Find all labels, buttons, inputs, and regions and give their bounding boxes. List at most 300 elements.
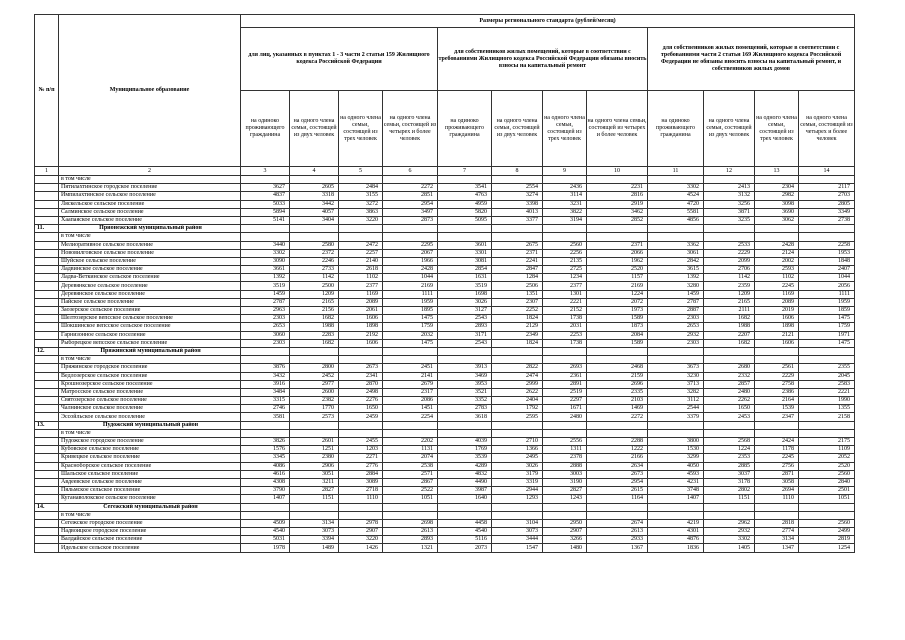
value-cell: 2871 [755, 470, 799, 478]
value-cell: 3462 [587, 208, 648, 216]
value-cell: 1224 [587, 290, 648, 298]
section-row [35, 421, 855, 429]
value-cell: 3134 [755, 536, 799, 544]
value-cell: 2380 [290, 454, 339, 462]
value-cell: 2386 [755, 388, 799, 396]
municipality-name: Ладвинское сельское поселение [59, 266, 241, 274]
value-cell: 1606 [755, 315, 799, 323]
municipality-name: Рыборецкое вепсское сельское поселение [59, 339, 241, 347]
value-cell: 2674 [587, 519, 648, 527]
value-cell: 1301 [543, 290, 587, 298]
header-subcol: на одного члена семьи, состоящей из трех человек [339, 91, 383, 167]
value-cell: 2520 [799, 462, 855, 470]
municipality-name: Ладва-Веткинское сельское поселение [59, 274, 241, 282]
district-name: Сегежский муниципальный район [59, 503, 241, 511]
value-cell: 1990 [799, 397, 855, 405]
section-row [35, 225, 855, 233]
municipality-name: Хаапаяское сельское поселение [59, 216, 241, 224]
row-number [35, 192, 59, 200]
value-cell: 1475 [383, 315, 438, 323]
value-cell: 2725 [543, 266, 587, 274]
value-cell: 2698 [383, 519, 438, 527]
value-cell: 2556 [543, 438, 587, 446]
value-cell: 3051 [290, 470, 339, 478]
table-row [35, 528, 855, 536]
table-row [35, 282, 855, 290]
value-cell [648, 356, 704, 364]
value-cell: 1962 [587, 257, 648, 265]
value-cell: 2262 [704, 397, 755, 405]
value-cell: 2283 [290, 331, 339, 339]
value-cell: 1824 [492, 339, 543, 347]
value-cell [383, 347, 438, 355]
value-cell: 2086 [383, 397, 438, 405]
value-cell: 1836 [648, 544, 704, 552]
value-cell: 2962 [704, 519, 755, 527]
value-cell [339, 511, 383, 519]
value-cell: 4231 [648, 478, 704, 486]
value-cell: 3601 [438, 241, 492, 249]
value-cell: 2710 [492, 438, 543, 446]
header-subcol: на одного члена семьи, состоящей из четырех и более человек [587, 91, 648, 167]
value-cell: 4039 [438, 438, 492, 446]
value-cell [383, 356, 438, 364]
value-cell: 2404 [492, 397, 543, 405]
value-cell: 2519 [543, 388, 587, 396]
value-cell [290, 356, 339, 364]
value-cell [438, 347, 492, 355]
table-row [35, 413, 855, 421]
value-cell: 3539 [438, 454, 492, 462]
value-cell: 3627 [241, 184, 290, 192]
value-cell: 3913 [438, 364, 492, 372]
value-cell: 1169 [339, 290, 383, 298]
municipality-name: Сегежское городское поселение [59, 519, 241, 527]
document-sheet [34, 14, 855, 553]
value-cell: 2816 [587, 192, 648, 200]
value-cell: 1682 [290, 315, 339, 323]
value-cell: 1671 [543, 405, 587, 413]
value-cell: 2758 [755, 380, 799, 388]
value-cell: 1576 [241, 446, 290, 454]
municipality-name: Пудожское городское поселение [59, 438, 241, 446]
value-cell [704, 421, 755, 429]
value-cell: 2372 [290, 249, 339, 257]
value-cell: 1355 [799, 405, 855, 413]
value-cell: 1110 [755, 495, 799, 503]
value-cell: 2276 [339, 397, 383, 405]
value-cell: 2693 [543, 364, 587, 372]
row-number [35, 380, 59, 388]
municipality-name: в том числе [59, 176, 241, 184]
value-cell: 2436 [543, 184, 587, 192]
value-cell: 2746 [241, 405, 290, 413]
column-number: 5 [339, 167, 383, 176]
value-cell: 2371 [587, 241, 648, 249]
row-number [35, 257, 59, 265]
value-cell: 3315 [241, 397, 290, 405]
value-cell: 2802 [704, 487, 755, 495]
value-cell: 3037 [704, 470, 755, 478]
value-cell: 1966 [383, 257, 438, 265]
value-cell: 5894 [241, 208, 290, 216]
value-cell: 2499 [799, 528, 855, 536]
value-cell [438, 429, 492, 437]
value-cell: 2295 [383, 241, 438, 249]
municipality-name: Крошнозерское сельское поселение [59, 380, 241, 388]
value-cell: 2052 [799, 454, 855, 462]
value-cell [648, 347, 704, 355]
value-cell [587, 347, 648, 355]
header-subcol: на одного члена семьи, состоящей из четырех и более человек [799, 91, 855, 167]
value-cell: 2166 [587, 454, 648, 462]
value-cell: 3026 [492, 462, 543, 470]
municipality-name: Надвоицкое городское поселение [59, 528, 241, 536]
municipality-name: Кривецкое сельское поселение [59, 454, 241, 462]
value-cell: 2495 [492, 454, 543, 462]
value-cell: 1824 [492, 315, 543, 323]
value-cell: 2673 [339, 364, 383, 372]
value-cell: 3256 [704, 200, 755, 208]
value-cell: 2371 [492, 249, 543, 257]
value-cell: 1111 [383, 290, 438, 298]
value-cell: 1407 [241, 495, 290, 503]
value-cell: 1451 [383, 405, 438, 413]
column-number: 9 [543, 167, 587, 176]
value-cell: 1606 [755, 339, 799, 347]
table-row [35, 208, 855, 216]
column-numbers-row [35, 167, 855, 176]
value-cell: 2613 [383, 528, 438, 536]
value-cell: 2851 [383, 192, 438, 200]
table-row [35, 388, 855, 396]
value-cell: 1251 [290, 446, 339, 454]
value-cell: 1044 [383, 274, 438, 282]
value-cell [543, 233, 587, 241]
value-cell: 1157 [587, 274, 648, 282]
value-cell: 2304 [755, 184, 799, 192]
value-cell: 2560 [543, 241, 587, 249]
header-subcol: на одиноко проживающего гражданина [241, 91, 290, 167]
value-cell: 1459 [648, 290, 704, 298]
row-number [35, 446, 59, 454]
value-cell: 2533 [704, 241, 755, 249]
municipality-name: Деревянкское сельское поселение [59, 282, 241, 290]
value-cell: 2359 [704, 282, 755, 290]
value-cell: 2819 [799, 536, 855, 544]
value-cell: 2382 [290, 397, 339, 405]
value-cell: 5031 [241, 536, 290, 544]
header-subcol: на одного члена семьи, состоящей из двух человек [492, 91, 543, 167]
table-row [35, 356, 855, 364]
value-cell: 1988 [290, 323, 339, 331]
value-cell: 3060 [241, 331, 290, 339]
value-cell [799, 176, 855, 184]
value-cell: 1142 [704, 274, 755, 282]
value-cell [383, 511, 438, 519]
table-row [35, 184, 855, 192]
value-cell [543, 511, 587, 519]
value-cell: 2560 [799, 470, 855, 478]
value-cell: 1169 [755, 290, 799, 298]
value-cell [587, 421, 648, 429]
value-cell [241, 356, 290, 364]
table-row [35, 536, 855, 544]
value-cell: 2117 [799, 184, 855, 192]
value-cell: 1151 [704, 495, 755, 503]
column-number: 3 [241, 167, 290, 176]
value-cell: 2954 [383, 200, 438, 208]
value-cell [339, 347, 383, 355]
value-cell [799, 511, 855, 519]
value-cell [290, 421, 339, 429]
value-cell: 4509 [241, 519, 290, 527]
value-cell: 2459 [339, 413, 383, 421]
value-cell: 3302 [241, 249, 290, 257]
value-cell: 2840 [799, 478, 855, 486]
table-row [35, 380, 855, 388]
table-row [35, 176, 855, 184]
value-cell: 1109 [799, 446, 855, 454]
value-cell: 1547 [492, 544, 543, 552]
row-number [35, 233, 59, 241]
value-cell: 2885 [704, 462, 755, 470]
value-cell: 2229 [755, 372, 799, 380]
value-cell [339, 421, 383, 429]
value-cell: 2474 [492, 372, 543, 380]
value-cell: 4289 [438, 462, 492, 470]
value-cell [704, 176, 755, 184]
value-cell: 2867 [383, 478, 438, 486]
row-number [35, 397, 59, 405]
value-cell: 3519 [438, 282, 492, 290]
row-number: 14. [35, 503, 59, 511]
value-cell: 1640 [438, 495, 492, 503]
municipality-name: Нововилговское сельское поселение [59, 249, 241, 257]
column-number: 14 [799, 167, 855, 176]
value-cell: 2378 [543, 454, 587, 462]
value-cell [383, 421, 438, 429]
value-cell: 3280 [648, 282, 704, 290]
value-cell [241, 503, 290, 511]
row-number [35, 331, 59, 339]
municipality-name: Заозерское сельское поселение [59, 307, 241, 315]
value-cell [290, 225, 339, 233]
value-cell: 3345 [241, 454, 290, 462]
value-cell: 4593 [648, 470, 704, 478]
table-row [35, 257, 855, 265]
value-cell: 2073 [438, 544, 492, 552]
value-cell: 2593 [755, 266, 799, 274]
value-cell: 2783 [438, 405, 492, 413]
header-col-no: № п/п [35, 15, 59, 167]
value-cell: 2349 [492, 331, 543, 339]
value-cell [587, 356, 648, 364]
row-number: 12. [35, 347, 59, 355]
value-cell: 2847 [492, 266, 543, 274]
value-cell: 2158 [799, 413, 855, 421]
value-cell: 3089 [339, 478, 383, 486]
value-cell: 4720 [648, 200, 704, 208]
value-cell: 2673 [587, 470, 648, 478]
value-cell: 3073 [290, 528, 339, 536]
header-subcol: на одного члена семьи, состоящей из трех человек [755, 91, 799, 167]
value-cell: 2554 [492, 184, 543, 192]
row-number [35, 339, 59, 347]
value-cell: 3661 [241, 266, 290, 274]
value-cell: 2245 [755, 282, 799, 290]
value-cell [648, 421, 704, 429]
row-number [35, 307, 59, 315]
value-cell: 2543 [438, 315, 492, 323]
header-group-2: для собственников жилых помещений, которые в соответствии с требованиями Жилищного кодекса Российской Федерации обязаны вносить взносы на капитальный ремонт [438, 28, 648, 91]
value-cell: 2254 [383, 413, 438, 421]
value-cell: 2332 [704, 372, 755, 380]
value-cell: 3713 [648, 380, 704, 388]
value-cell: 2933 [587, 536, 648, 544]
value-cell: 1631 [438, 274, 492, 282]
value-cell: 3058 [755, 478, 799, 486]
municipality-name: Идельское сельское поселение [59, 544, 241, 552]
row-number [35, 528, 59, 536]
value-cell: 2303 [241, 339, 290, 347]
value-cell: 2999 [492, 380, 543, 388]
value-cell: 4086 [241, 462, 290, 470]
value-cell: 1971 [799, 331, 855, 339]
value-cell [543, 176, 587, 184]
value-cell: 1110 [339, 495, 383, 503]
value-cell: 2297 [543, 397, 587, 405]
value-cell [438, 511, 492, 519]
value-cell: 2634 [587, 462, 648, 470]
value-cell [704, 511, 755, 519]
value-cell: 2428 [383, 266, 438, 274]
value-cell: 4540 [241, 528, 290, 536]
municipality-name: Кубовское сельское поселение [59, 446, 241, 454]
value-cell: 1459 [241, 290, 290, 298]
value-cell: 4458 [438, 519, 492, 527]
value-cell [587, 233, 648, 241]
value-cell [241, 429, 290, 437]
value-cell: 2355 [799, 364, 855, 372]
table-row [35, 495, 855, 503]
value-cell: 2099 [704, 257, 755, 265]
value-cell: 2805 [799, 200, 855, 208]
value-cell: 3194 [543, 216, 587, 224]
value-cell: 1102 [755, 274, 799, 282]
value-cell [339, 429, 383, 437]
value-cell: 3863 [339, 208, 383, 216]
value-cell [339, 356, 383, 364]
value-cell: 2944 [492, 487, 543, 495]
value-cell [290, 511, 339, 519]
table-row [35, 216, 855, 224]
row-number [35, 241, 59, 249]
value-cell [799, 233, 855, 241]
value-cell: 2977 [290, 380, 339, 388]
value-cell: 2165 [704, 298, 755, 306]
value-cell: 3379 [648, 413, 704, 421]
value-cell: 1102 [339, 274, 383, 282]
value-cell: 4490 [438, 478, 492, 486]
value-cell: 2468 [587, 364, 648, 372]
value-cell [799, 421, 855, 429]
value-cell [648, 225, 704, 233]
value-cell [492, 233, 543, 241]
value-cell: 3377 [492, 216, 543, 224]
value-cell: 1151 [290, 495, 339, 503]
value-cell: 2246 [290, 257, 339, 265]
value-cell [704, 356, 755, 364]
value-cell: 3026 [438, 298, 492, 306]
value-cell: 1367 [587, 544, 648, 552]
value-cell: 2484 [339, 184, 383, 192]
value-cell: 2827 [290, 487, 339, 495]
value-cell: 2164 [755, 397, 799, 405]
row-number [35, 249, 59, 257]
value-cell: 2472 [339, 241, 383, 249]
value-cell: 4616 [241, 470, 290, 478]
row-number [35, 478, 59, 486]
value-cell: 3179 [492, 470, 543, 478]
column-number: 12 [704, 167, 755, 176]
row-number [35, 511, 59, 519]
table-row [35, 290, 855, 298]
municipality-name: Авдеевское сельское поселение [59, 478, 241, 486]
value-cell: 2245 [755, 454, 799, 462]
header-col-name: Муниципальное образование [59, 15, 241, 167]
value-cell: 1475 [799, 315, 855, 323]
value-cell: 2257 [339, 249, 383, 257]
value-cell: 1606 [339, 339, 383, 347]
value-cell: 2893 [438, 323, 492, 331]
value-cell: 2954 [587, 478, 648, 486]
municipality-name: Гарнизонное сельское поселение [59, 331, 241, 339]
value-cell: 1044 [799, 274, 855, 282]
value-cell [799, 503, 855, 511]
value-cell: 1164 [587, 495, 648, 503]
value-cell: 1759 [799, 323, 855, 331]
municipality-name: Шелтозерское вепсское сельское поселение [59, 315, 241, 323]
row-number [35, 176, 59, 184]
value-cell: 3062 [755, 216, 799, 224]
value-cell: 2615 [587, 487, 648, 495]
table-row [35, 446, 855, 454]
value-cell: 3134 [290, 519, 339, 527]
value-cell: 1234 [543, 274, 587, 282]
value-cell: 4763 [438, 192, 492, 200]
municipality-name: Импилахтинское сельское поселение [59, 192, 241, 200]
value-cell: 3220 [339, 536, 383, 544]
regional-standard-table [34, 14, 855, 553]
value-cell: 2453 [704, 413, 755, 421]
district-name: Прионежский муниципальный район [59, 225, 241, 233]
value-cell: 2787 [241, 298, 290, 306]
value-cell: 3302 [704, 536, 755, 544]
value-cell: 1284 [492, 274, 543, 282]
row-number [35, 462, 59, 470]
value-cell: 2852 [587, 216, 648, 224]
value-cell: 1953 [799, 249, 855, 257]
value-cell [438, 503, 492, 511]
value-cell: 1859 [799, 307, 855, 315]
value-cell: 1209 [704, 290, 755, 298]
value-cell: 2560 [799, 519, 855, 527]
value-cell: 2696 [587, 380, 648, 388]
table-row [35, 478, 855, 486]
row-number [35, 356, 59, 364]
value-cell: 2891 [543, 380, 587, 388]
